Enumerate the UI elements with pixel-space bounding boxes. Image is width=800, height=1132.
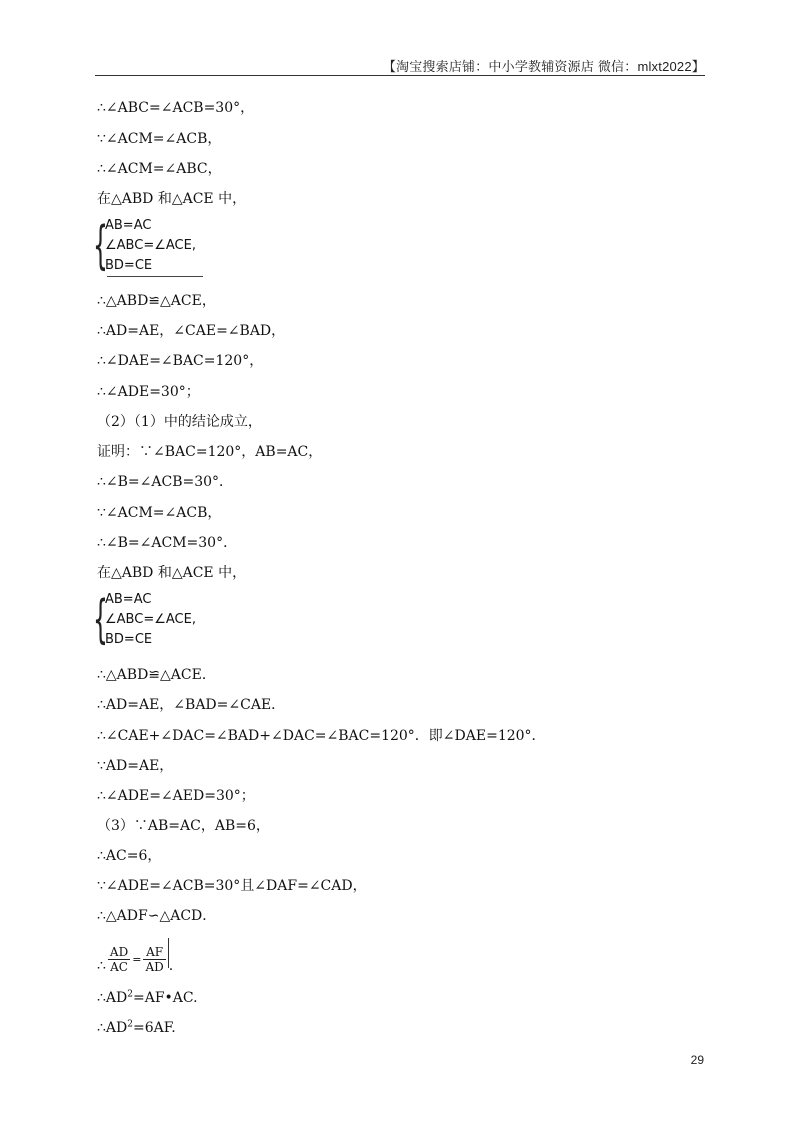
text-line: ∴∠B=∠ACM=30°． bbox=[97, 535, 238, 551]
system-row: BD=CE bbox=[105, 258, 153, 273]
text-line: ∴∠DAE=∠BAC=120°， bbox=[97, 353, 264, 369]
text-line: ∵∠ACM=∠ACB， bbox=[97, 131, 222, 147]
text-line: ∴△ABD≌△ACE， bbox=[97, 293, 216, 309]
fraction-numerator: AF bbox=[146, 945, 164, 959]
fraction-right bbox=[143, 945, 165, 974]
equation-rest: =6AF. bbox=[132, 1020, 176, 1036]
text-line bbox=[97, 1019, 176, 1037]
brace-symbol: { bbox=[93, 216, 108, 276]
text-line: ∴△ADF∽△ACD． bbox=[97, 908, 217, 924]
text-line: ∴∠B=∠ACB=30°． bbox=[97, 474, 234, 490]
text-line: 在△ABD 和△ACE 中， bbox=[97, 191, 247, 207]
brace-symbol: { bbox=[93, 590, 108, 650]
system-row: BD=CE bbox=[105, 632, 153, 647]
therefore-symbol: ∴ bbox=[97, 958, 106, 974]
system-row: AB=AC bbox=[105, 592, 152, 607]
text-line bbox=[97, 989, 198, 1007]
text-line: ∴AD=AE，∠BAD=∠CAE． bbox=[97, 697, 286, 713]
text-line: （2）（1）中的结论成立， bbox=[97, 414, 262, 430]
text-line: ∴∠ADE=30°； bbox=[97, 384, 200, 400]
text-line: ∵∠ACM=∠ACB， bbox=[97, 505, 222, 521]
header-divider bbox=[95, 75, 705, 76]
text-line: ∴∠ABC=∠ACB=30°， bbox=[97, 100, 255, 116]
text-line: ∴△ABD≌△ACE． bbox=[97, 667, 216, 683]
text-line: ∴AD=AE，∠CAE=∠BAD， bbox=[97, 323, 286, 339]
page-header: 【淘宝搜索店铺：中小学教辅资源店 微信：mlxt2022】 bbox=[382, 59, 705, 74]
equation-system bbox=[93, 590, 213, 654]
equation-rest: =AF•AC. bbox=[132, 990, 198, 1006]
fraction-denominator: AD bbox=[145, 960, 164, 974]
text-line: ∴∠ADE=∠AED=30°； bbox=[97, 788, 255, 804]
system-underline bbox=[107, 276, 203, 277]
text-line: ∴AC=6， bbox=[97, 848, 162, 864]
page-number: 29 bbox=[690, 1053, 704, 1067]
system-row: ∠ABC=∠ACE, bbox=[105, 238, 196, 253]
ad-text: ∴AD bbox=[97, 990, 128, 1006]
exponent: 2 bbox=[127, 989, 133, 1000]
equation-system bbox=[93, 216, 213, 280]
fraction-left bbox=[108, 945, 130, 974]
system-row: AB=AC bbox=[105, 218, 152, 233]
ad-text: ∴AD bbox=[97, 1020, 128, 1036]
fraction-denominator: AC bbox=[110, 960, 128, 974]
text-line: 在△ABD 和△ACE 中， bbox=[97, 565, 247, 581]
equals-sign: = bbox=[132, 953, 142, 966]
text-line: ∴∠CAE+∠DAC=∠BAD+∠DAC=∠BAC=120°．即∠DAE=120°． bbox=[97, 728, 546, 744]
fraction-equation bbox=[97, 936, 173, 974]
exponent: 2 bbox=[127, 1019, 133, 1030]
text-line: ∴∠ACM=∠ABC， bbox=[97, 161, 222, 177]
system-row: ∠ABC=∠ACE, bbox=[105, 612, 196, 627]
period: . bbox=[168, 958, 174, 974]
text-line: ∵AD=AE， bbox=[97, 758, 174, 774]
fraction-numerator: AD bbox=[109, 945, 129, 959]
text-line: 证明：∵∠BAC=120°，AB=AC， bbox=[97, 444, 323, 460]
text-line: ∵∠ADE=∠ACB=30°且∠DAF=∠CAD， bbox=[97, 878, 367, 894]
text-line: （3）∵AB=AC，AB=6， bbox=[97, 818, 270, 834]
